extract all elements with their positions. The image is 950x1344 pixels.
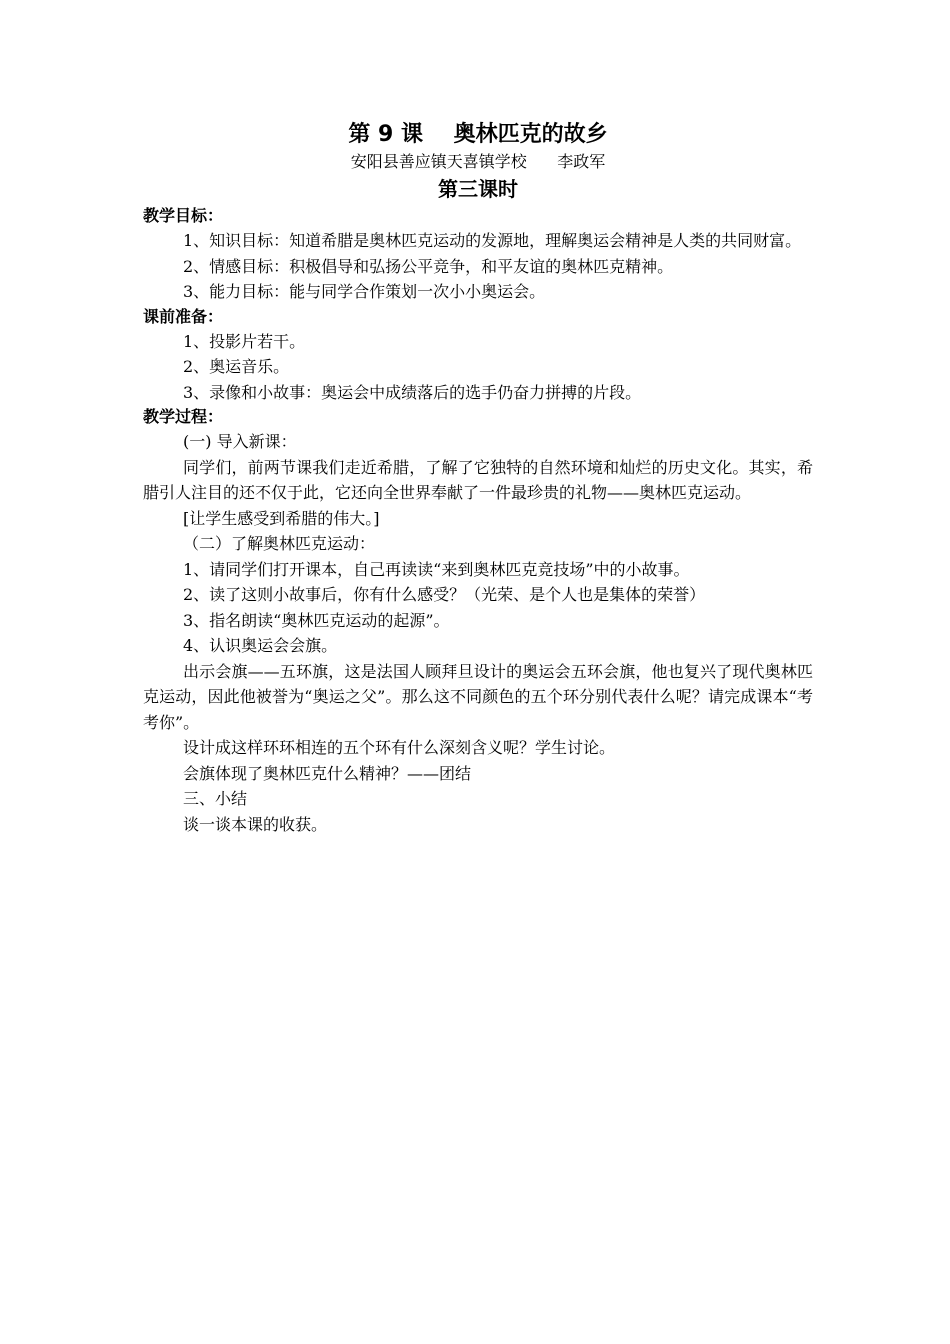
paragraph: 2、读了这则小故事后，你有什么感受？（光荣、是个人也是集体的荣誉） — [183, 585, 706, 604]
lesson-title: 第 9 课 奥林匹克的故乡 — [348, 122, 608, 147]
paragraph: （二）了解奥林匹克运动： — [183, 534, 376, 553]
paragraph: 3、指名朗读“奥林匹克运动的起源”。 — [183, 610, 450, 630]
section-teaching-goals — [143, 204, 813, 305]
paragraph: 2、奥运音乐。 — [183, 357, 290, 376]
paragraph: 三、小结 — [183, 789, 248, 808]
section-teaching-process — [143, 405, 813, 837]
paragraph: (一) 导入新课： — [183, 432, 297, 451]
paragraph: 出示会旗——五环旗，这是法国人顾拜旦设计的奥运会五环会旗，他也复兴了现代奥林匹克运动，因此他被誉为“奥运之父”。那么这不同颜色的五个环分别代表什么呢？请完成课本“考考你”。 — [143, 661, 813, 732]
paragraph: 会旗体现了奥林匹克什么精神？——团结 — [183, 763, 472, 783]
paragraph: 同学们，前两节课我们走近希腊，了解了它独特的自然环境和灿烂的历史文化。其实，希腊引人注目的还不仅于此，它还向全世界奉献了一件最珍贵的礼物——奥林匹克运动。 — [143, 457, 813, 502]
paragraph: 1、知识目标：知道希腊是奥林匹克运动的发源地，理解奥运会精神是人类的共同财富。 — [183, 231, 802, 250]
paragraph: 3、能力目标：能与同学合作策划一次小小奥运会。 — [183, 282, 546, 301]
section-heading: 课前准备： — [143, 306, 224, 326]
paragraph: 1、请同学们打开课本，自己再读读“来到奥林匹克竞技场”中的小故事。 — [183, 559, 690, 579]
lesson-subtitle: 第三课时 — [438, 177, 518, 201]
paragraph: 设计成这样环环相连的五个环有什么深刻含义呢？学生讨论。 — [183, 738, 616, 757]
paragraph: [让学生感受到希腊的伟大。] — [183, 508, 380, 528]
author-byline: 安阳县善应镇天喜镇学校 李政军 — [350, 152, 606, 171]
section-heading: 教学过程： — [143, 407, 224, 426]
paragraph: 1、投影片若干。 — [183, 331, 306, 351]
section-preparation — [143, 305, 813, 406]
paragraph: 谈一谈本课的收获。 — [183, 814, 328, 834]
section-heading: 教学目标： — [143, 206, 224, 225]
document-page — [143, 120, 813, 837]
paragraph: 2、情感目标：积极倡导和弘扬公平竞争，和平友谊的奥林匹克精神。 — [183, 256, 674, 276]
paragraph: 3、录像和小故事：奥运会中成绩落后的选手仍奋力拼搏的片段。 — [183, 382, 642, 402]
paragraph: 4、认识奥运会会旗。 — [183, 636, 338, 655]
